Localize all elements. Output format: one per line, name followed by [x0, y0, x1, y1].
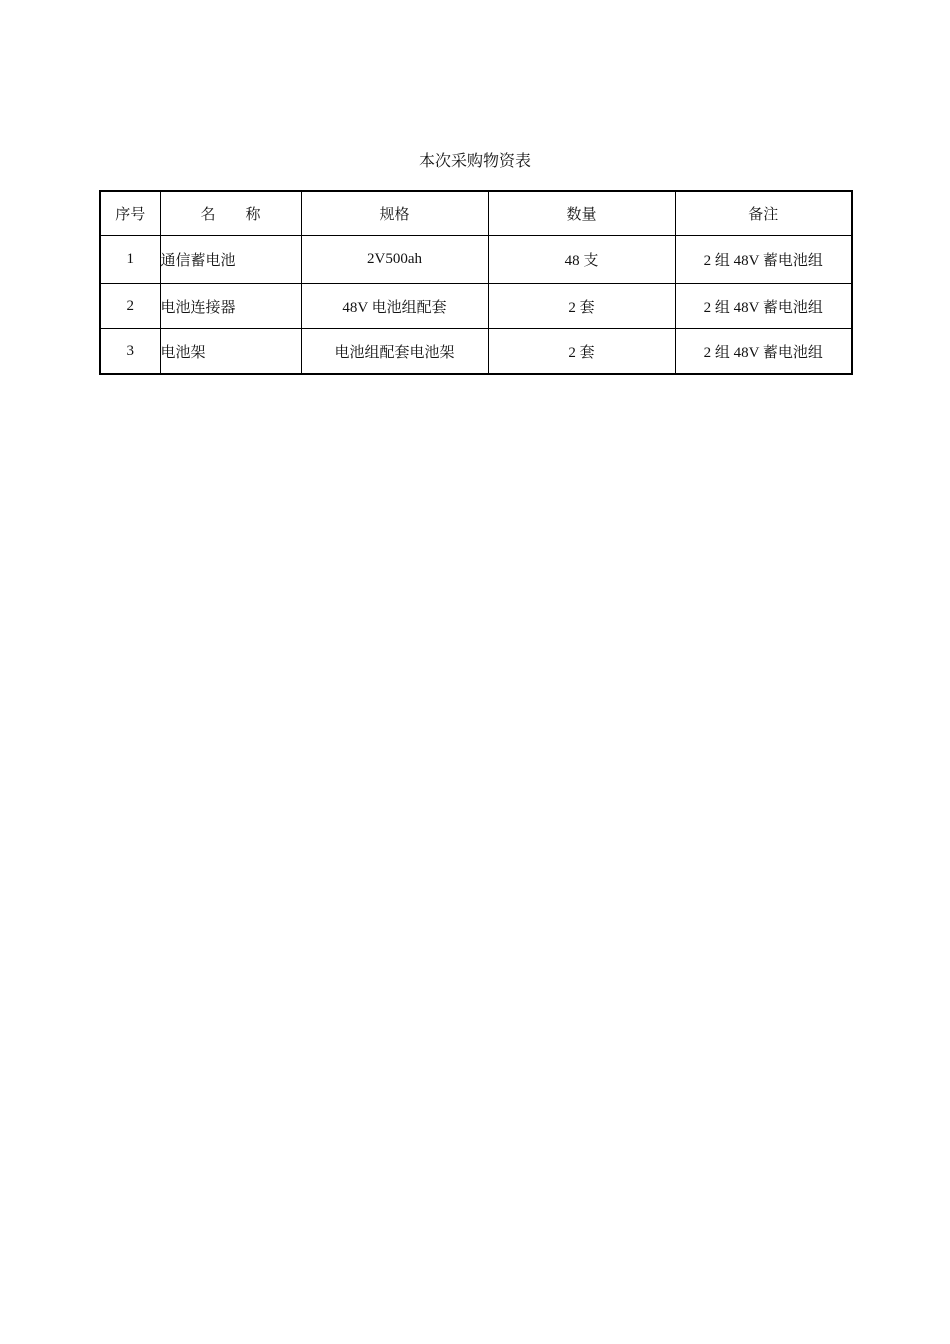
cell-no: 1 [100, 236, 160, 284]
cell-note: 2 组 48V 蓄电池组 [675, 284, 852, 329]
procurement-table [99, 190, 853, 375]
table-row [100, 236, 852, 284]
cell-name: 电池连接器 [160, 284, 301, 329]
cell-note: 2 组 48V 蓄电池组 [675, 329, 852, 375]
cell-spec: 电池组配套电池架 [301, 329, 488, 375]
cell-note: 2 组 48V 蓄电池组 [675, 236, 852, 284]
cell-name: 通信蓄电池 [160, 236, 301, 284]
cell-spec: 48V 电池组配套 [301, 284, 488, 329]
table-row [100, 329, 852, 375]
header-name [160, 191, 301, 236]
table-row [100, 284, 852, 329]
cell-no: 2 [100, 284, 160, 329]
header-spec: 规格 [301, 191, 488, 236]
header-no: 序号 [100, 191, 160, 236]
cell-qty: 2 套 [488, 329, 675, 375]
cell-spec: 2V500ah [301, 236, 488, 284]
table-header-row [100, 191, 852, 236]
cell-name: 电池架 [160, 329, 301, 375]
cell-qty: 2 套 [488, 284, 675, 329]
header-name-part2: 称 [245, 207, 261, 223]
cell-no: 3 [100, 329, 160, 375]
header-note: 备注 [675, 191, 852, 236]
cell-qty: 48 支 [488, 236, 675, 284]
page-title: 本次采购物资表 [418, 151, 531, 170]
header-name-part1: 名 [200, 207, 216, 223]
header-qty: 数量 [488, 191, 675, 236]
